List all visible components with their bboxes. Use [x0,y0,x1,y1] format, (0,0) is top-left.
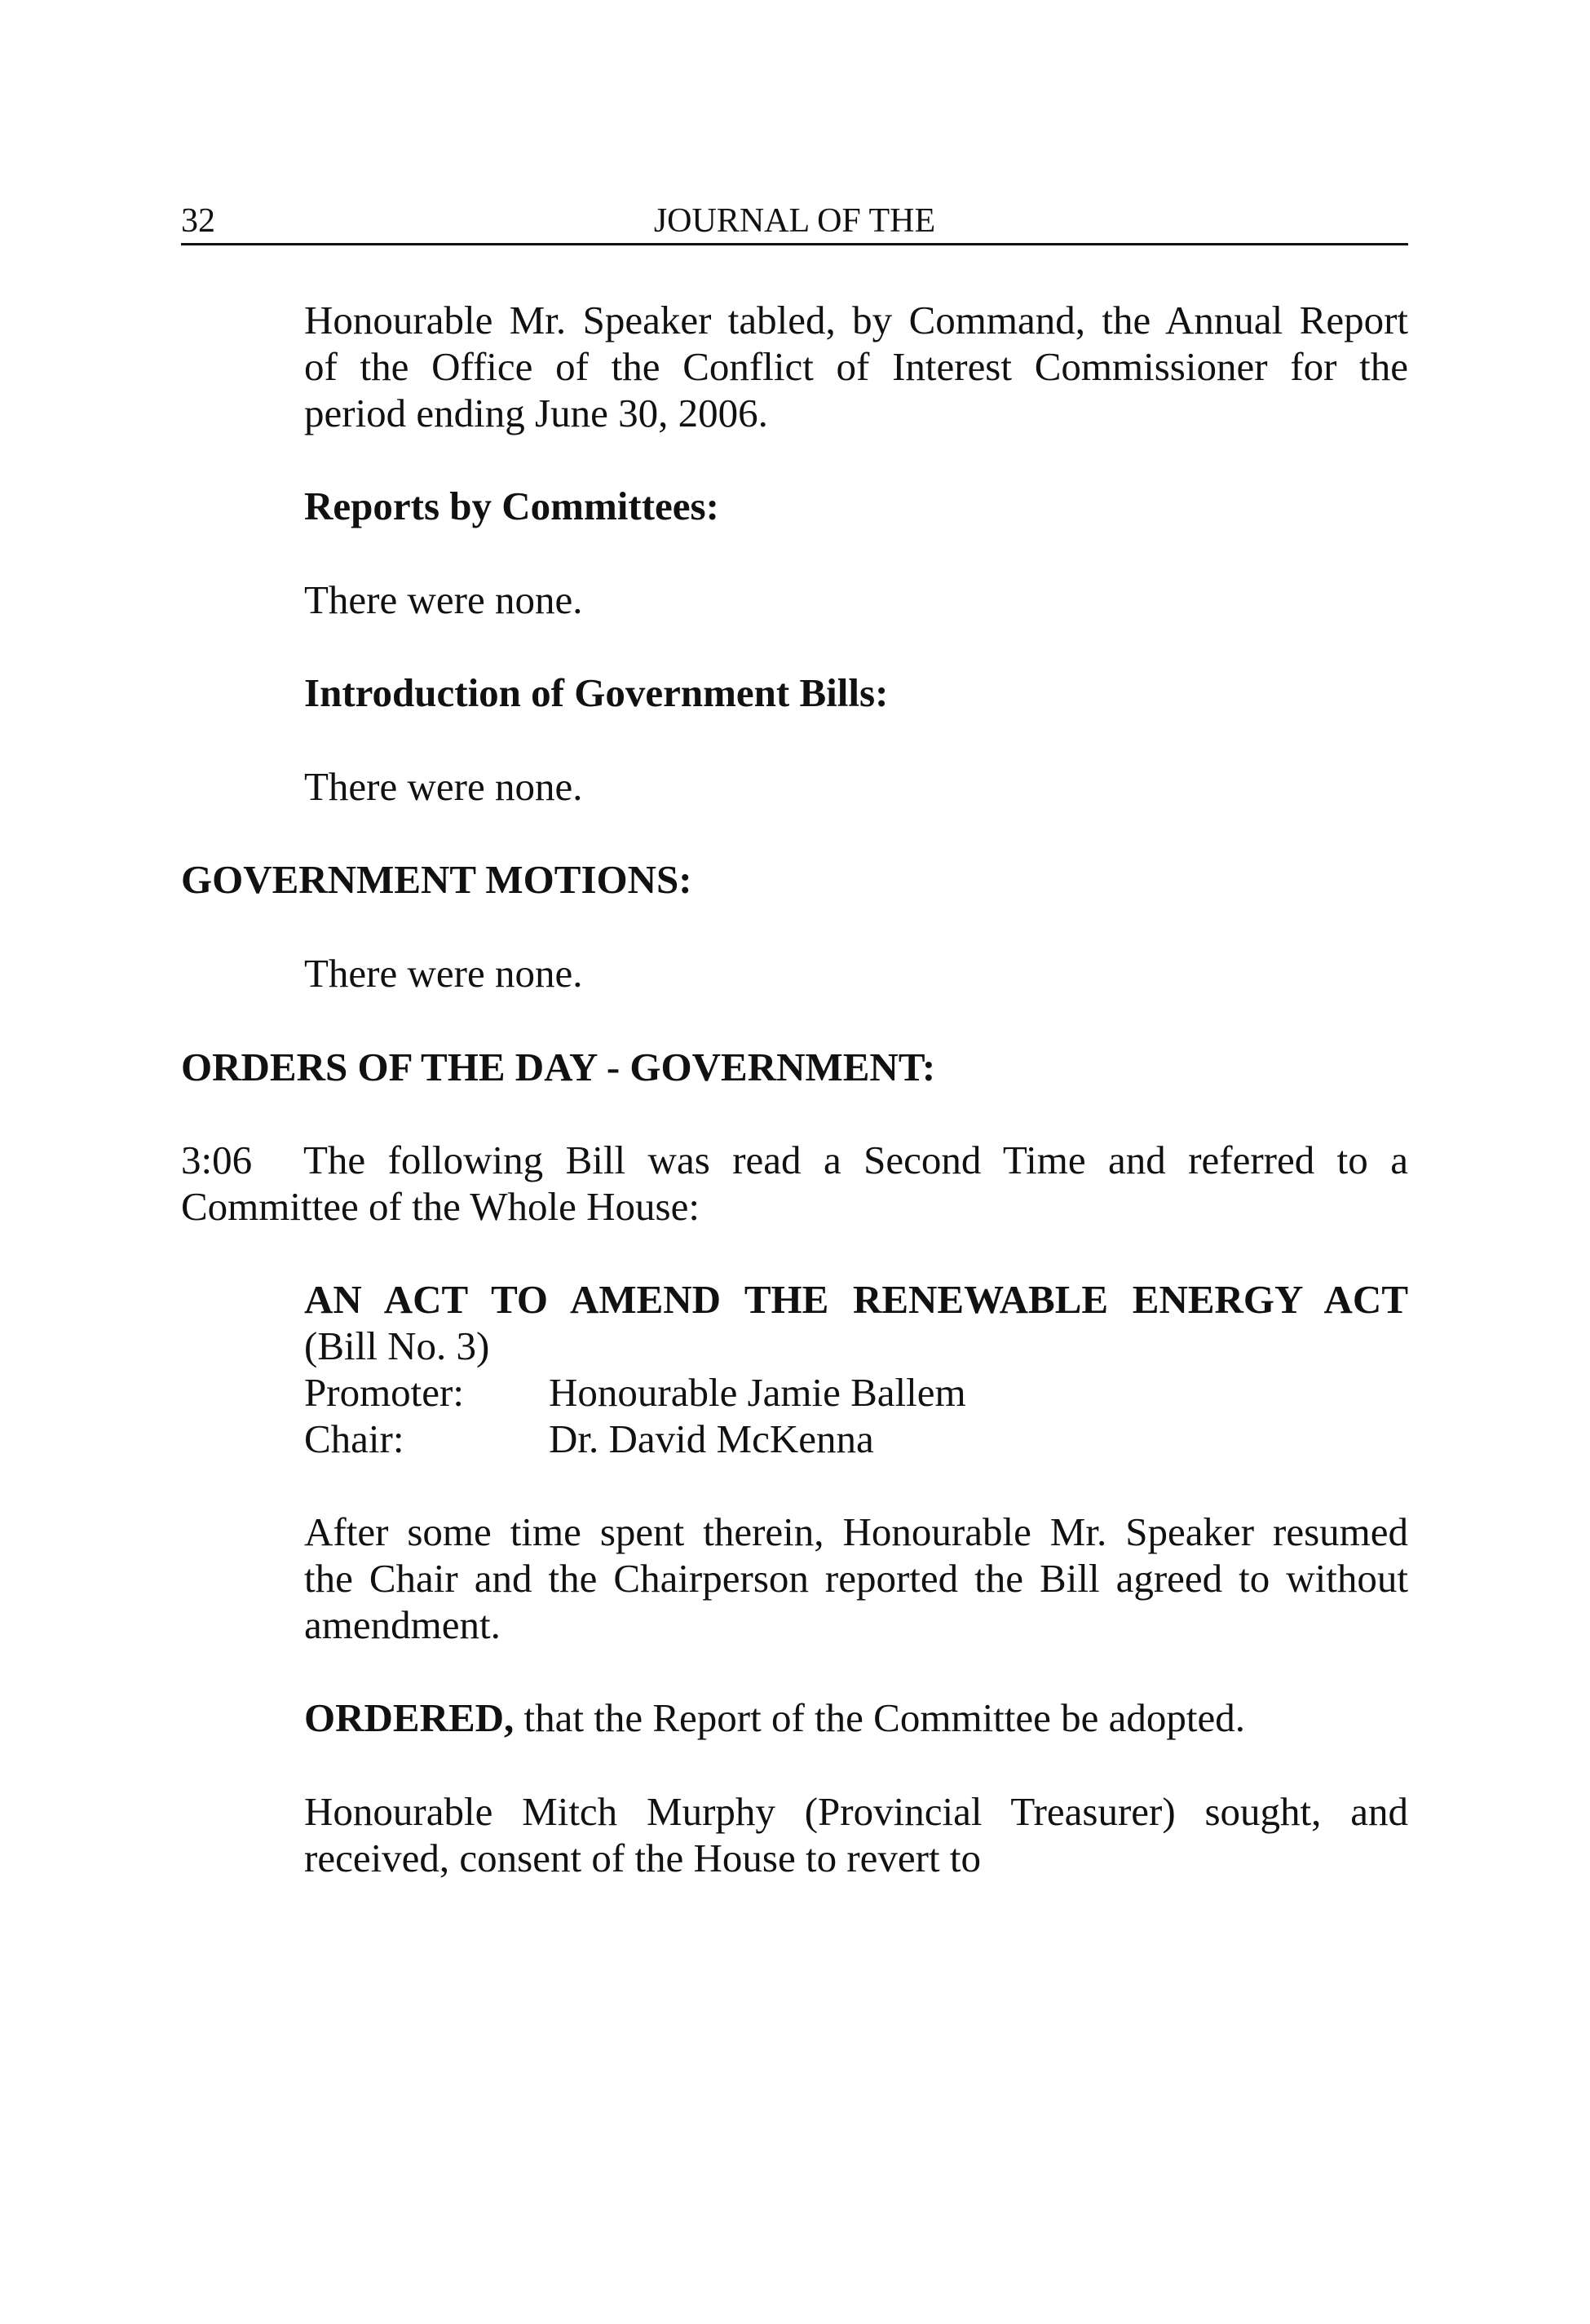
bill-promoter-row [304,1369,1408,1416]
reports-by-committees-body: There were none. [304,577,583,622]
promoter-value: Honourable Jamie Ballem [549,1370,966,1415]
paragraph-line: the Chair and the Chairperson reported the Bill agreed to without [304,1556,1408,1601]
paragraph-line: Committee of the Whole House: [181,1184,700,1229]
government-motions-body: There were none. [304,951,583,996]
paragraph-line [181,1137,1408,1183]
orders-of-the-day-heading: ORDERS OF THE DAY - GOVERNMENT: [181,1045,936,1089]
promoter-label: Promoter: [304,1370,464,1415]
ordered-keyword: ORDERED, [304,1695,515,1740]
paragraph-line: amendment. [304,1602,501,1647]
bill-title: AN ACT TO AMEND THE RENEWABLE ENERGY ACT [304,1277,1408,1322]
consent-paragraph [304,1788,1408,1881]
bill-chair-row [304,1416,1408,1462]
chair-label: Chair: [304,1416,404,1461]
running-title: JOURNAL OF THE [653,202,936,240]
chair-value: Dr. David McKenna [549,1416,874,1461]
bill-block [304,1276,1408,1462]
intro-government-bills-heading: Introduction of Government Bills: [304,670,889,715]
paragraph-line: Honourable Mitch Murphy (Provincial Treasurer) sought, and [304,1789,1408,1834]
ordered-text: that the Report of the Committee be adopted. [514,1695,1246,1740]
tabled-report-paragraph [304,297,1408,436]
bill-number: (Bill No. 3) [304,1323,490,1368]
ordered-paragraph [304,1694,1408,1741]
paragraph-line: received, consent of the House to revert to [304,1836,981,1880]
reports-by-committees-heading: Reports by Committees: [304,484,719,528]
page-number: 32 [181,202,215,240]
paragraph-line: period ending June 30, 2006. [304,391,768,435]
second-reading-paragraph [181,1137,1408,1230]
page-header [181,199,1408,245]
government-motions-heading: GOVERNMENT MOTIONS: [181,857,692,902]
time-stamp: 3:06 [181,1138,253,1182]
committee-report-paragraph [304,1509,1408,1648]
paragraph-line: Honourable Mr. Speaker tabled, by Command, the Annual Report [304,298,1408,342]
paragraph-line: of the Office of the Conflict of Interest Commissioner for the [304,344,1408,389]
paragraph-text: The following Bill was read a Second Time and referred to a [303,1138,1408,1182]
paragraph-line: After some time spent therein, Honourable Mr. Speaker resumed [304,1509,1408,1554]
intro-government-bills-body: There were none. [304,764,583,809]
